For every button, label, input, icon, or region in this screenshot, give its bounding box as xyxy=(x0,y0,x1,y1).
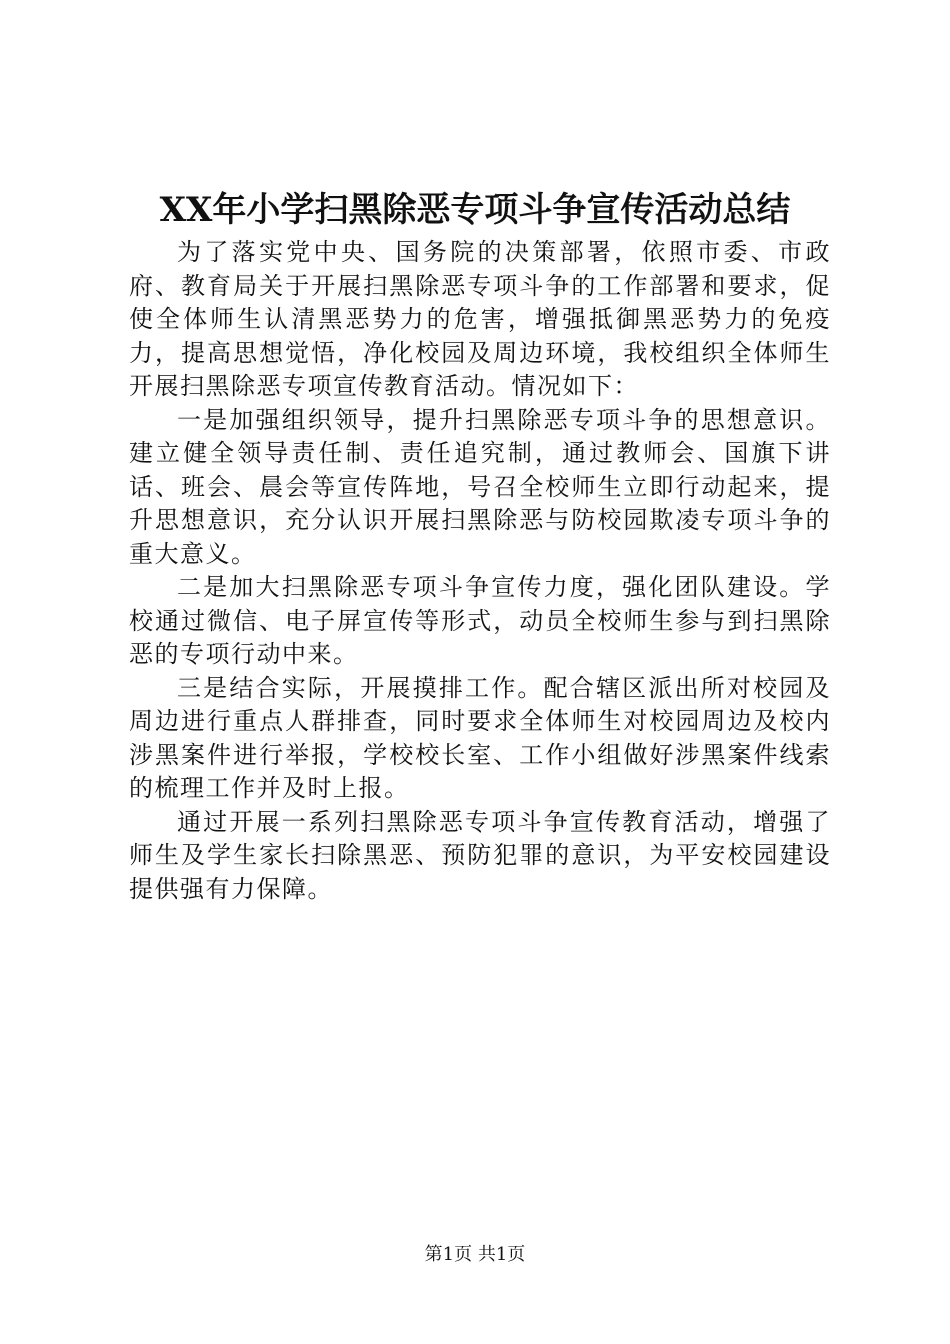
paragraph-conclusion: 通过开展一系列扫黑除恶专项斗争宣传教育活动，增强了师生及学生家长扫除黑恶、预防犯罪的意识，为平安校园建设提供强有力保障。 xyxy=(129,807,831,903)
paragraph-point-3: 三是结合实际，开展摸排工作。配合辖区派出所对校园及周边进行重点人群排查，同时要求全体师生对校园周边及校内涉黑案件进行举报，学校校长室、工作小组做好涉黑案件线索的梳理工作并及时上报。 xyxy=(129,673,831,802)
paragraph-point-1: 一是加强组织领导，提升扫黑除恶专项斗争的思想意识。建立健全领导责任制、责任追究制，通过教师会、国旗下讲话、班会、晨会等宣传阵地，号召全校师生立即行动起来，提升思想意识，充分认识开展扫黑除恶与防校园欺凌专项斗争的重大意义。 xyxy=(129,405,831,568)
paragraph-point-2: 二是加大扫黑除恶专项斗争宣传力度，强化团队建设。学校通过微信、电子屏宣传等形式，动员全校师生参与到扫黑除恶的专项行动中来。 xyxy=(129,573,831,668)
document-body xyxy=(129,236,831,906)
paragraph-intro: 为了落实党中央、国务院的决策部署，依照市委、市政府、教育局关于开展扫黑除恶专项斗争的工作部署和要求，促使全体师生认清黑恶势力的危害，增强抵御黑恶势力的免疫力，提高思想觉悟，净化校园及周边环境，我校组织全体师生开展扫黑除恶专项宣传教育活动。情况如下： xyxy=(129,238,831,400)
document-title: XX年小学扫黑除恶专项斗争宣传活动总结 xyxy=(159,190,791,230)
page-number-footer: 第1页 共1页 xyxy=(424,1244,526,1265)
